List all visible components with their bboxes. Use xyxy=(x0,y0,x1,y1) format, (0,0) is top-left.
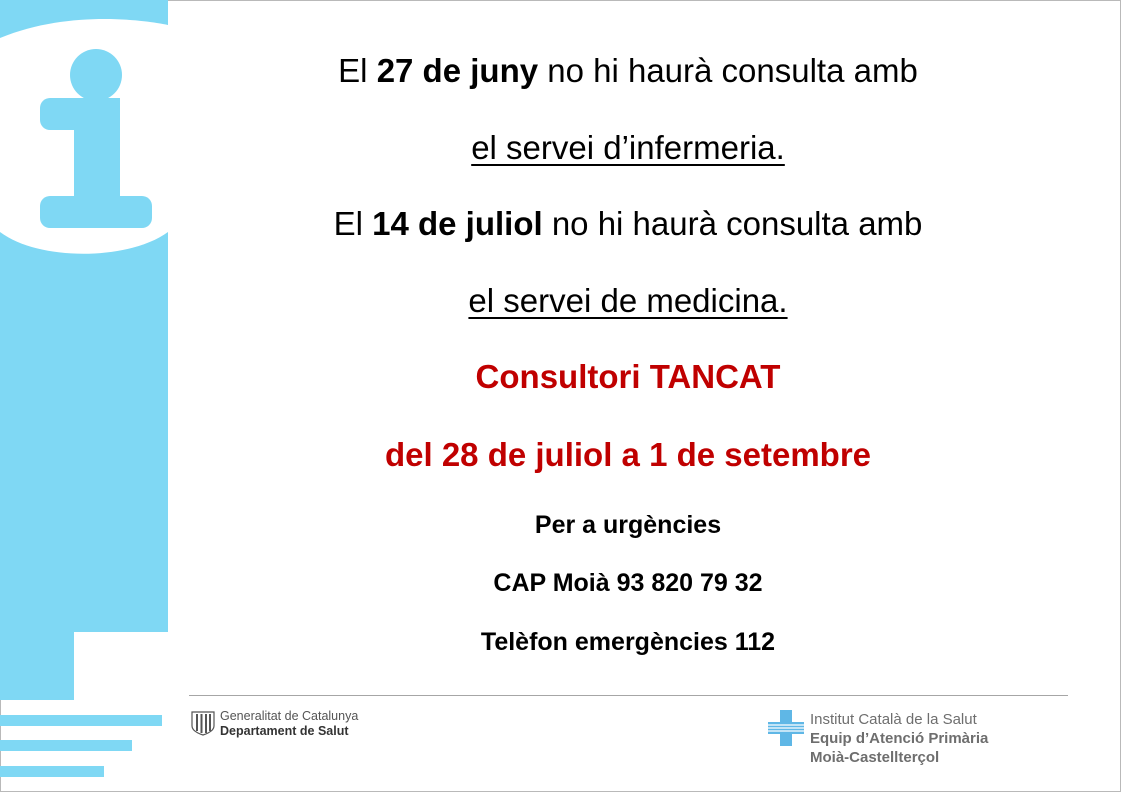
notice-line-medicine-service: el servei de medicina. xyxy=(468,282,788,319)
ics-team: Equip d’Atenció Primària xyxy=(810,730,989,747)
ics-location: Moià-Castellterçol xyxy=(810,749,940,766)
generalitat-text xyxy=(220,709,358,739)
ics-cross-icon xyxy=(768,710,806,746)
ics-text xyxy=(810,710,988,767)
ics-institute: Institut Català de la Salut xyxy=(810,711,977,728)
notice-line-nursing-service: el servei d’infermeria. xyxy=(471,129,785,166)
notice-line-medicine: El 14 de juliol no hi haurà consulta amb xyxy=(333,205,923,242)
footer-divider xyxy=(189,695,1068,696)
urgent-label: Per a urgències xyxy=(534,511,722,539)
generalitat-logo-icon xyxy=(191,710,215,736)
generalitat-name: Generalitat de Catalunya xyxy=(220,709,359,723)
info-banner xyxy=(0,0,170,792)
cap-phone: CAP Moià 93 820 79 32 xyxy=(493,569,763,597)
emergency-phone: Telèfon emergències 112 xyxy=(480,628,776,656)
notice-line-nursing: El 27 de juny no hi haurà consulta amb xyxy=(338,52,918,89)
department-name: Departament de Salut xyxy=(220,724,349,738)
closed-dates: del 28 de juliol a 1 de setembre xyxy=(384,436,872,473)
closed-heading: Consultori TANCAT xyxy=(475,358,781,395)
